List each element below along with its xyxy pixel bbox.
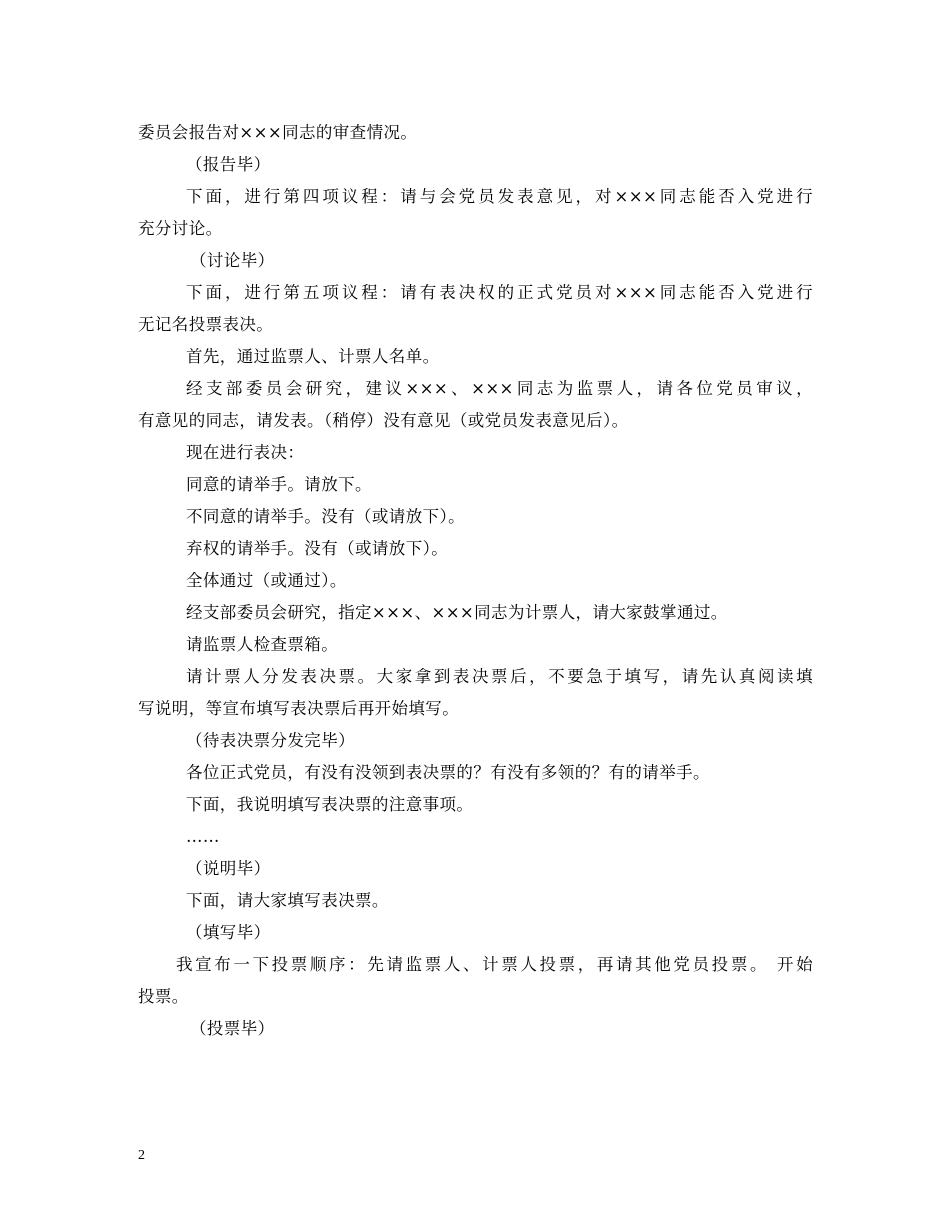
paragraph-line: 投票。 <box>138 987 189 1006</box>
paragraph-line: 下面，进行第四项议程：请与会党员发表意见，对×××同志能否入党进行 <box>186 187 813 206</box>
paragraph-line: 请监票人检查票箱。 <box>186 635 339 654</box>
paragraph-line: 全体通过（或通过）。 <box>186 571 347 590</box>
paragraph-line: （报告毕） <box>186 155 271 174</box>
paragraph-line: 请计票人分发表决票。大家拿到表决票后，不要急于填写，请先认真阅读填 <box>186 667 813 686</box>
paragraph-line: 写说明，等宣布填写表决票后再开始填写。 <box>138 699 460 718</box>
paragraph-line: （投票毕） <box>190 1019 275 1038</box>
document-body <box>138 117 813 1045</box>
paragraph-line: 委员会报告对×××同志的审查情况。 <box>138 123 418 142</box>
paragraph-line: （说明毕） <box>186 859 271 878</box>
paragraph-line: 各位正式党员，有没有没领到表决票的？有没有多领的？有的请举手。 <box>186 763 710 782</box>
page-number: 2 <box>138 1148 145 1163</box>
paragraph-line: 充分讨论。 <box>138 219 223 238</box>
paragraph-line: 经支部委员会研究，建议×××、×××同志为监票人，请各位党员审议， <box>186 379 813 398</box>
paragraph-line: 现在进行表决： <box>186 443 305 462</box>
paragraph-line: 无记名投票表决。 <box>138 315 274 334</box>
paragraph-line: 同意的请举手。请放下。 <box>186 475 372 494</box>
ellipsis-line: …… <box>186 827 220 846</box>
paragraph-line: 经支部委员会研究，指定×××、×××同志为计票人，请大家鼓掌通过。 <box>186 603 728 622</box>
paragraph-line: 下面，请大家填写表决票。 <box>186 891 389 910</box>
paragraph-line: （填写毕） <box>186 923 271 942</box>
paragraph-line: 首先，通过监票人、计票人名单。 <box>186 347 440 366</box>
paragraph-line: （待表决票分发完毕） <box>186 731 355 750</box>
paragraph-line: （讨论毕） <box>190 251 275 270</box>
paragraph-line: 有意见的同志，请发表。（稍停）没有意见（或党员发表意见后）。 <box>138 411 629 430</box>
paragraph-line: 下面，进行第五项议程：请有表决权的正式党员对×××同志能否入党进行 <box>186 283 813 302</box>
paragraph-line: 下面，我说明填写表决票的注意事项。 <box>186 795 474 814</box>
paragraph-line: 我宣布一下投票顺序：先请监票人、计票人投票，再请其他党员投票。 开始 <box>176 955 813 974</box>
paragraph-line: 不同意的请举手。没有（或请放下）。 <box>186 507 466 526</box>
paragraph-line: 弃权的请举手。没有（或请放下）。 <box>186 539 449 558</box>
